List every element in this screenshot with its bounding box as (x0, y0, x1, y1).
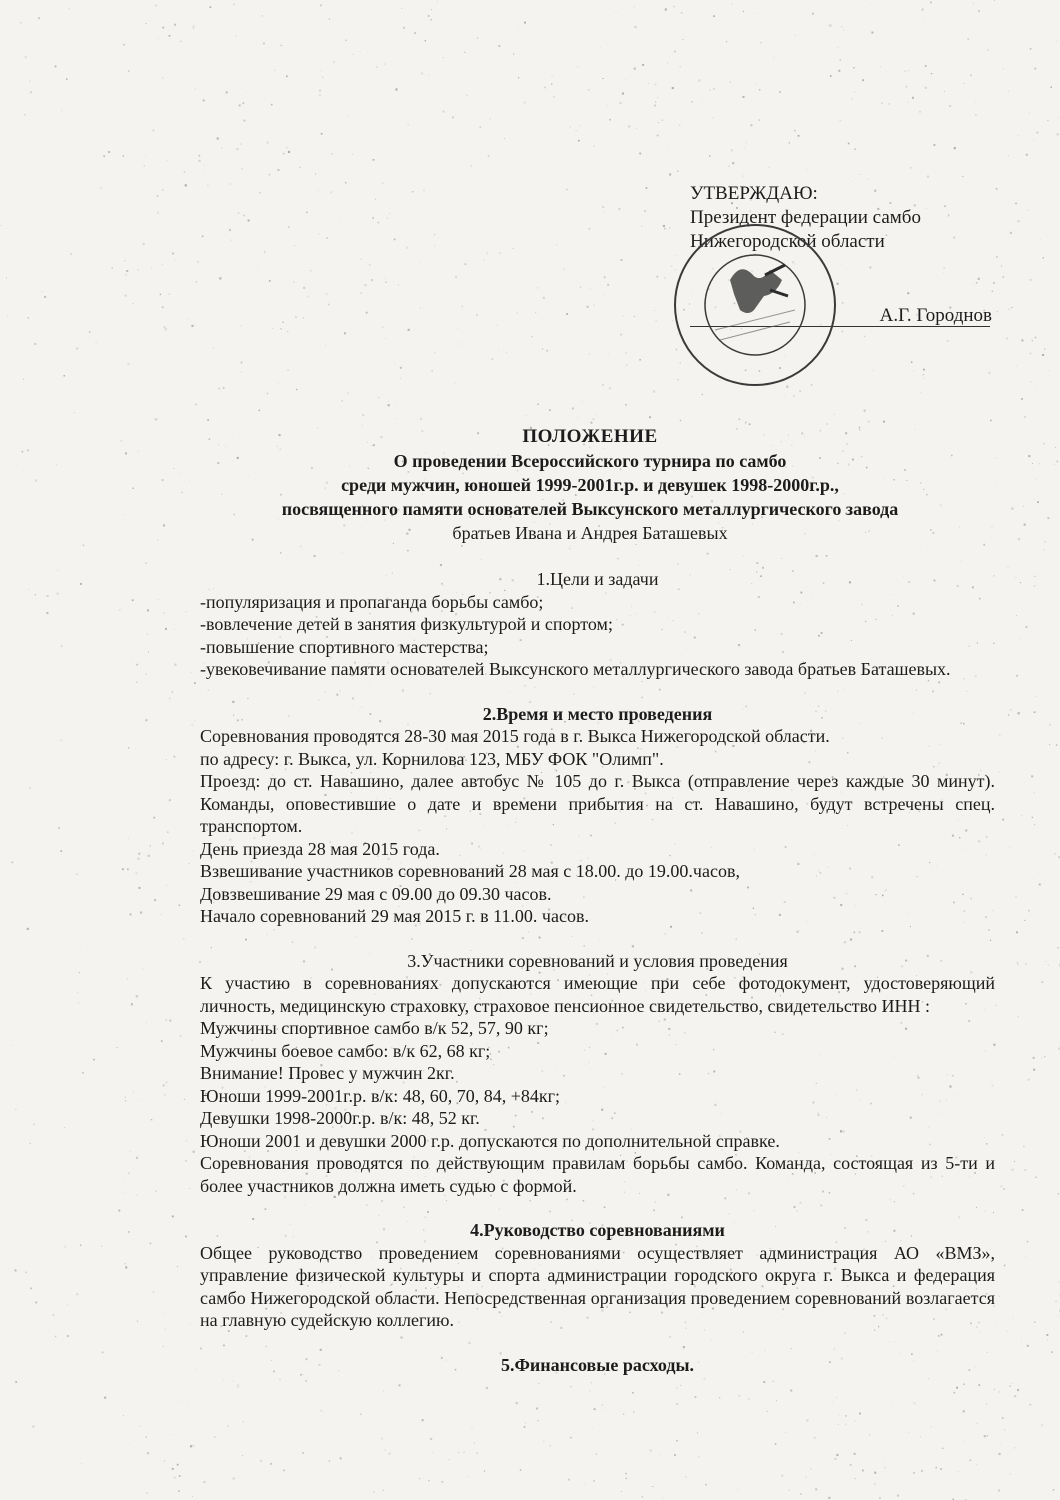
section-1-item: -повышение спортивного мастерства; (200, 636, 489, 657)
section-2-heading: 2.Время и место проведения (482, 703, 713, 724)
section-3-line: Мужчины спортивное самбо в/к 52, 57, 90 кг; (200, 1018, 549, 1038)
section-1-item: -вовлечение детей в занятия физкультурой и спортом; (200, 614, 613, 634)
stamp-icon (670, 220, 840, 390)
signer-name: А.Г. Городнов (879, 305, 992, 326)
document-body (200, 568, 995, 1376)
title-line-3: посвященного памяти основателей Выксунского металлургического завода (281, 499, 899, 519)
section-2-line: Взвешивание участников соревнований 28 мая с 18.00. до 19.00.часов, (200, 861, 740, 881)
title-line-1: О проведении Всероссийского турнира по самбо (393, 451, 787, 471)
document-title: ПОЛОЖЕНИЕ (522, 426, 658, 447)
approval-heading: УТВЕРЖДАЮ: (690, 183, 818, 204)
document-title-block (180, 425, 1000, 545)
section-2-line: Начало соревнований 29 мая 2015 г. в 11.00. часов. (200, 906, 589, 926)
section-5-heading: 5.Финансовые расходы. (500, 1354, 695, 1375)
section-2-line: Проезд: до ст. Навашино, далее автобус № 105 до г. Выкса (отправление через каждые 30 минут). Команды, оповестившие о дате и времени прибытия на ст. Навашино, будут встречены спец. транспортом. (200, 771, 995, 836)
section-1-heading: 1.Цели и задачи (536, 569, 659, 589)
section-3-line: Юноши 2001 и девушки 2000 г.р. допускаются по дополнительной справке. (200, 1130, 780, 1151)
approval-line-2: Нижегородской области (690, 231, 885, 252)
section-3-line: Мужчины боевое самбо: в/к 62, 68 кг; (200, 1040, 491, 1061)
section-1-item: -популяризация и пропаганда борьбы самбо; (200, 591, 544, 612)
approval-line-1: Президент федерации самбо (690, 207, 921, 228)
section-3-line: К участию в соревнованиях допускаются имеющие при себе фотодокумент, удостоверяющий личность, медицинскую страховку, страховое пенсионное свидетельство, свидетельство ИНН : (200, 973, 995, 1016)
section-3-line: Юноши 1999-2001г.р. в/к: 48, 60, 70, 84, +84кг; (200, 1085, 560, 1106)
section-2-line: День приезда 28 мая 2015 года. (200, 838, 440, 859)
section-4-heading: 4.Руководство соревнованиями (470, 1220, 725, 1240)
section-3-line: Девушки 1998-2000г.р. в/к: 48, 52 кг. (200, 1108, 480, 1128)
section-2-line: Довзвешивание 29 мая с 09.00 до 09.30 часов. (200, 883, 552, 904)
section-2-line: Соревнования проводятся 28-30 мая 2015 года в г. Выкса Нижегородской области. (200, 726, 830, 746)
section-3-line: Внимание! Провес у мужчин 2кг. (200, 1063, 455, 1083)
section-1-item: -увековечивание памяти основателей Выксунского металлургического завода братьев Баташевых. (200, 659, 951, 679)
section-2-line: по адресу: г. Выкса, ул. Корнилова 123, МБУ ФОК "Олимп". (200, 748, 664, 769)
title-line-2: среди мужчин, юношей 1999-2001г.р. и девушек 1998-2000г.р., (341, 475, 839, 495)
section-3-line: Соревнования проводятся по действующим правилам борьбы самбо. Команда, состоящая из 5-ти и более участников должна иметь судью с формой. (200, 1153, 995, 1196)
section-4-text: Общее руководство проведением соревнованиями осуществляет администрация АО «ВМЗ», управление физической культуры и спорта администрации городского округа г. Выкса и федерация самбо Нижегородской области. Непосредственная организация проведением соревнований возлагается на главную судейскую коллегию. (200, 1242, 995, 1330)
title-line-4: братьев Ивана и Андрея Баташевых (452, 523, 728, 543)
section-3-heading: 3.Участники соревнований и условия проведения (407, 950, 788, 971)
